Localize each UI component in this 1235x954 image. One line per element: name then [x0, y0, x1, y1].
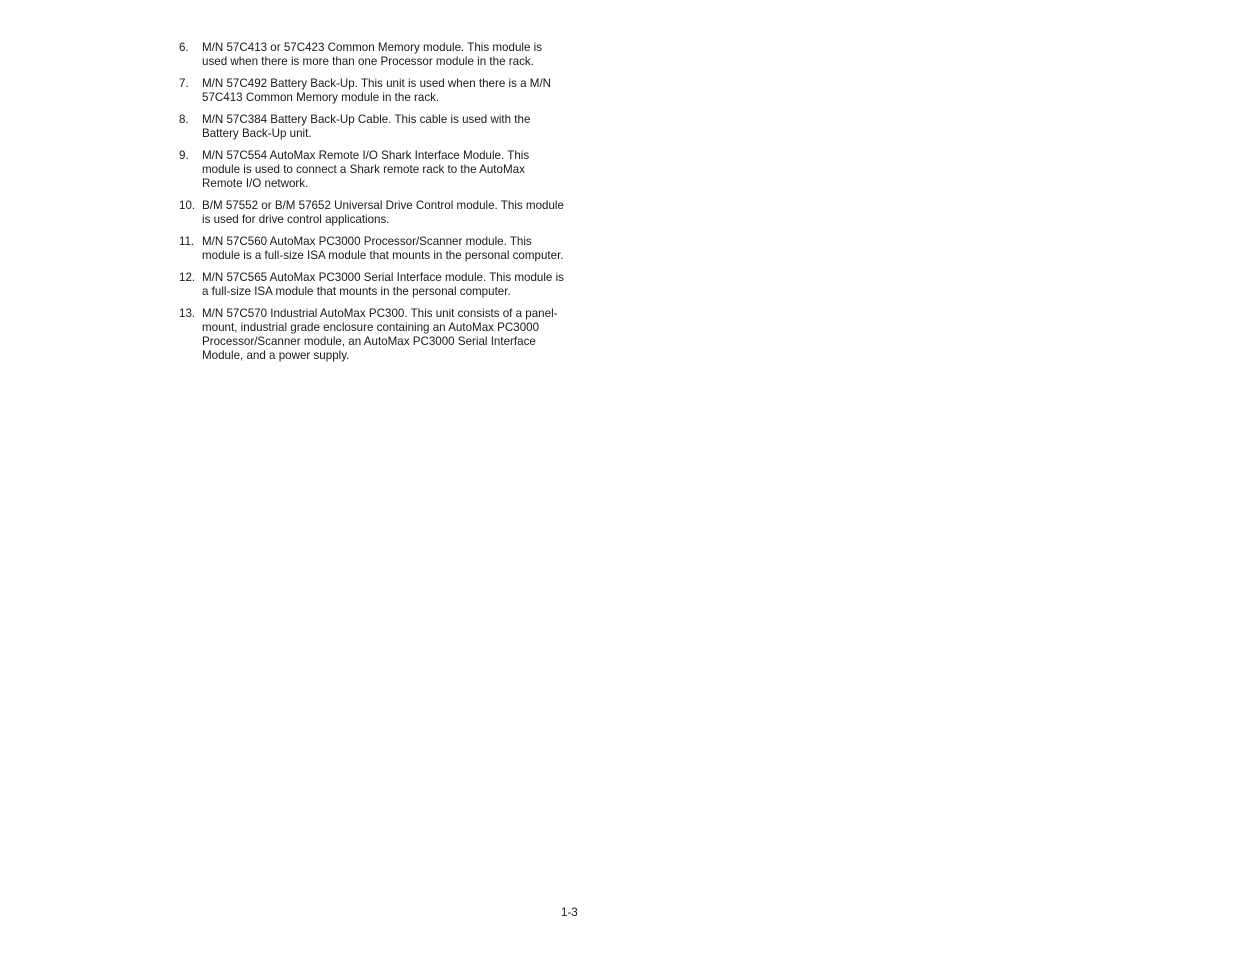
list-item-text: M/N 57C565 AutoMax PC3000 Serial Interface module. This module is a full-size ISA module that mounts in the personal computer.	[202, 271, 564, 298]
list-item-text: B/M 57552 or B/M 57652 Universal Drive Control module. This module is used for drive control applications.	[202, 199, 564, 226]
page-number: 1-3	[561, 906, 578, 919]
list-item-number: 8.	[179, 113, 189, 126]
list-item-number: 10.	[179, 199, 196, 212]
list-item-text: M/N 57C570 Industrial AutoMax PC300. This unit consists of a panel-mount, industrial grade enclosure containing an AutoMax PC3000 Processor/Scanner module, an AutoMax PC3000 Serial Interface Module, and a power supply.	[202, 307, 558, 362]
list-item-text: M/N 57C554 AutoMax Remote I/O Shark Interface Module. This module is used to connect a Shark remote rack to the AutoMax Remote I/O network.	[202, 149, 530, 190]
list-item-text: M/N 57C492 Battery Back-Up. This unit is used when there is a M/N 57C413 Common Memory module in the rack.	[202, 77, 552, 104]
list-item	[179, 235, 565, 263]
list-item-number: 7.	[179, 77, 189, 90]
list-item-number: 12.	[179, 271, 196, 284]
numbered-list	[179, 41, 565, 371]
list-item-text: M/N 57C384 Battery Back-Up Cable. This cable is used with the Battery Back-Up unit.	[202, 113, 531, 140]
list-item	[179, 271, 565, 299]
list-item-number: 11.	[179, 235, 195, 248]
list-item	[179, 307, 565, 363]
list-item	[179, 149, 565, 191]
list-item-number: 13.	[179, 307, 196, 320]
list-item-text: M/N 57C413 or 57C423 Common Memory module. This module is used when there is more than one Processor module in the rack.	[202, 41, 543, 68]
list-item-text: M/N 57C560 AutoMax PC3000 Processor/Scanner module. This module is a full-size ISA module that mounts in the personal computer.	[202, 235, 564, 262]
list-item	[179, 77, 565, 105]
list-item	[179, 41, 565, 69]
list-item	[179, 199, 565, 227]
list-item-number: 9.	[179, 149, 189, 162]
list-item	[179, 113, 565, 141]
list-item-number: 6.	[179, 41, 189, 54]
